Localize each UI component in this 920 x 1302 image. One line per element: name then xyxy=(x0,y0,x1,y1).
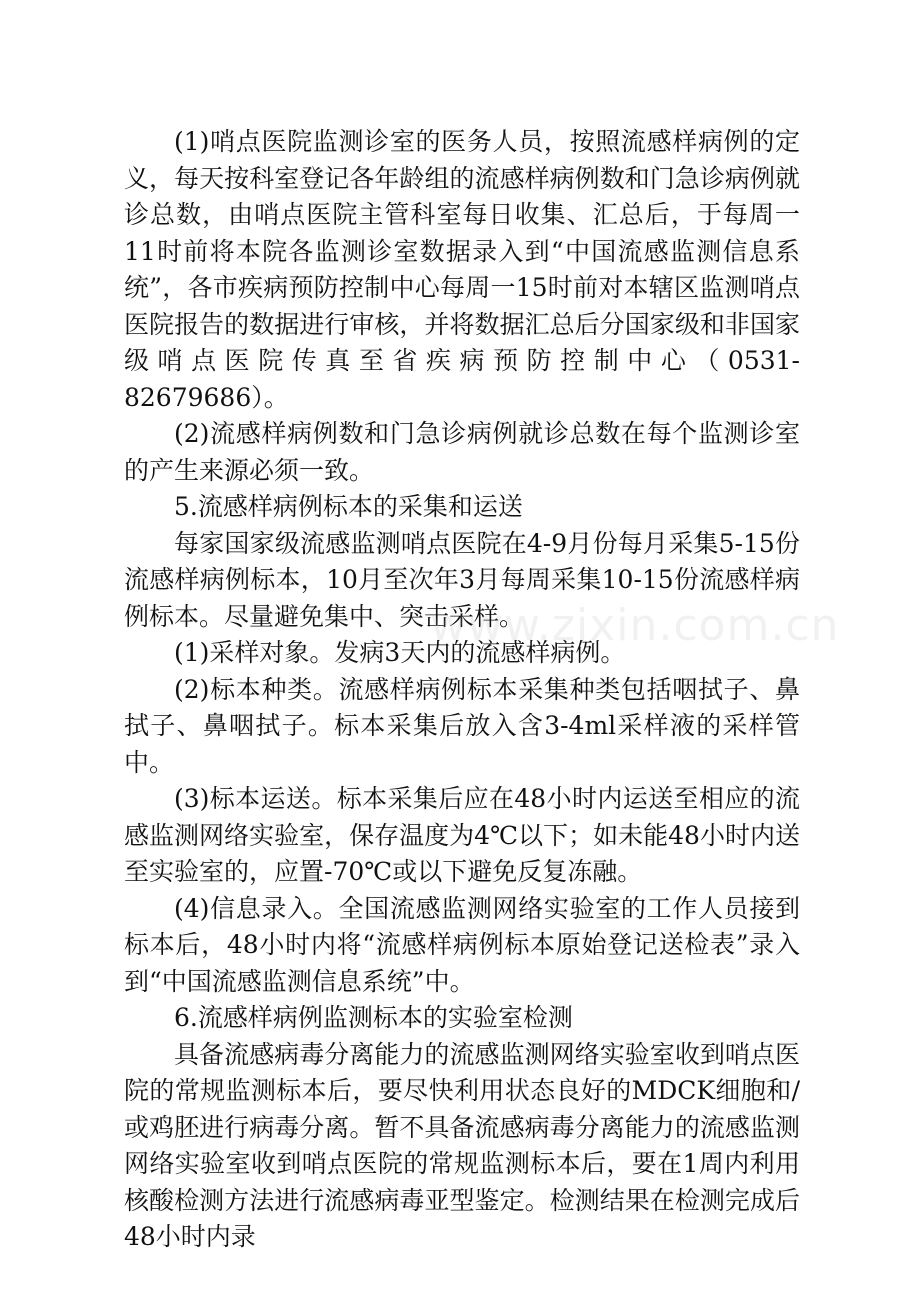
paragraph-lab-testing: 具备流感病毒分离能力的流感监测网络实验室收到哨点医院的常规监测标本后，要尽快利用状态良好的MDCK细胞和/或鸡胚进行病毒分离。暂不具备流感病毒分离能力的流感监测网络实验室收到哨点医院的常规监测标本后，要在1周内利用核酸检测方法进行流感病毒亚型鉴定。检测结果在检测完成后48小时内录 xyxy=(124,1039,800,1251)
paragraph-specimen-types: (2)标本种类。流感样病例标本采集种类包括咽拭子、鼻拭子、鼻咽拭子。标本采集后放入含3-4ml采样液的采样管中。 xyxy=(124,674,800,777)
site-watermark: www.zixin.com.cn xyxy=(430,600,840,651)
paragraph-specimen-transport: (3)标本运送。标本采集后应在48小时内运送至相应的流感监测网络实验室，保存温度为4℃以下；如未能48小时内送至实验室的，应置-70℃或以下避免反复冻融。 xyxy=(124,784,800,886)
document-body xyxy=(124,124,800,1256)
paragraph-sampling-schedule: 每家国家级流感监测哨点医院在4-9月份每月采集5-15份流感样病例标本，10月至次年3月每周采集10-15份流感样病例标本。尽量避免集中、突击采样。 xyxy=(124,528,800,631)
paragraph-information-entry: (4)信息录入。全国流感监测网络实验室的工作人员接到标本后，48小时内将“流感样病例标本原始登记送检表”录入到“中国流感监测信息系统”中。 xyxy=(124,893,800,996)
paragraph-sentinel-reporting: (1)哨点医院监测诊室的医务人员，按照流感样病例的定义，每天按科室登记各年龄组的流感样病例数和门急诊病例就诊总数，由哨点医院主管科室每日收集、汇总后，于每周一11时前将本院各监测诊室数据录入到“中国流感监测信息系统”，各市疾病预防控制中心每周一15时前对本辖区监测哨点医院报告的数据进行审核，并将数据汇总后分国家级和非国家级哨点医院传真至省疾病预防控制中心（0531-82679686）。 xyxy=(124,127,800,412)
section-heading-5: 5.流感样病例标本的采集和运送 xyxy=(174,492,523,521)
paragraph-sampling-target: (1)采样对象。发病3天内的流感样病例。 xyxy=(174,638,626,667)
section-heading-6: 6.流感样病例监测标本的实验室检测 xyxy=(174,1003,573,1032)
paragraph-source-consistency: (2)流感样病例数和门急诊病例就诊总数在每个监测诊室的产生来源必须一致。 xyxy=(124,419,800,485)
